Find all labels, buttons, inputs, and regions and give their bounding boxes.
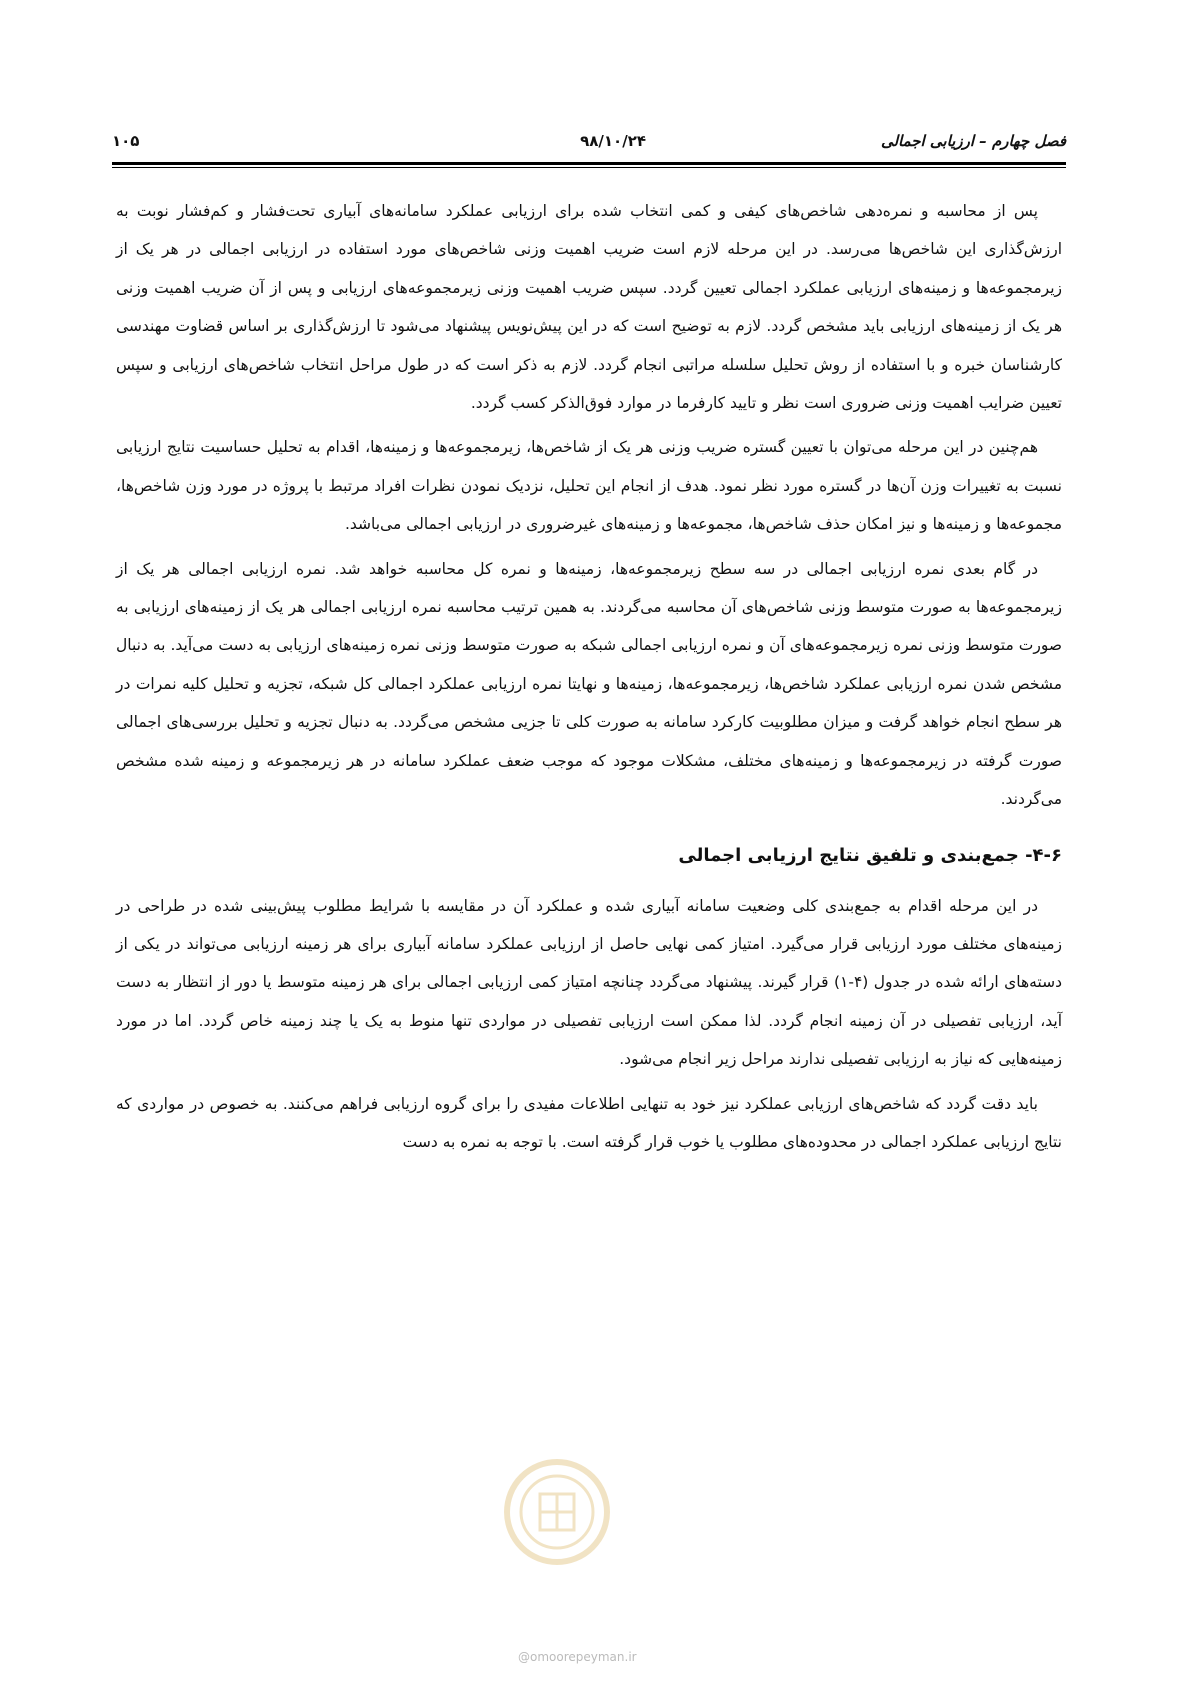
watermark-seal-icon: [502, 1442, 612, 1582]
header-rule-thin: [112, 167, 1066, 168]
chapter-title: فصل چهارم – ارزیابی اجمالی: [880, 132, 1066, 150]
header-rule-thick: [112, 162, 1066, 165]
header-date: ۹۸/۱۰/۲۴: [580, 132, 646, 150]
paragraph: در این مرحله اقدام به جمع‌بندی کلی وضعیت سامانه آبیاری شده و عملکرد آن در مقایسه با شرایط مطلوب پیش‌بینی شده در طراحی در زمینه‌های مختلف مورد ارزیابی قرار می‌گیرد. امتیاز کمی نهایی حاصل از ارزیابی عملکرد سامانه آبیاری برای هر زمینه ارزیابی می‌تواند در یکی از دسته‌های ارائه شده در جدول (۴-۱) قرار گیرند. پیشنهاد می‌گردد چنانچه امتیاز کمی ارزیابی اجمالی برای هر زمینه متوسط یا دور از انتظار به دست آید، ارزیابی تفصیلی در آن زمینه انجام گردد. لذا ممکن است ارزیابی تفصیلی در مواردی تنها منوط به یک یا چند زمینه خاص گردد. اما در مورد زمینه‌هایی که نیاز به ارزیابی تفصیلی ندارند مراحل زیر انجام می‌شود.: [116, 896, 1062, 1069]
paragraph: هم‌چنین در این مرحله می‌توان با تعیین گستره ضریب وزنی هر یک از شاخص‌ها، زیرمجموعه‌ها و زمینه‌ها، اقدام به تحلیل حساسیت نتایج ارزیابی نسبت به تغییرات وزن آن‌ها در گستره مورد نظر نمود. هدف از انجام این تحلیل، نزدیک نمودن نظرات افراد مرتبط با پروژه در مورد وزن شاخص‌ها، مجموعه‌ها و زمینه‌ها و نیز امکان حذف شاخص‌ها، مجموعه‌ها و زمینه‌های غیرضروری در ارزیابی اجمالی می‌باشد.: [116, 438, 1062, 534]
watermark-site: @omoorepeyman.ir: [518, 1650, 637, 1664]
section-heading: ۴-۶- جمع‌بندی و تلفیق نتایج ارزیابی اجمالی: [678, 844, 1062, 866]
paragraph: پس از محاسبه و نمره‌دهی شاخص‌های کیفی و کمی انتخاب شده برای ارزیابی عملکرد سامانه‌های آبیاری تحت‌فشار و کم‌فشار نوبت به ارزش‌گذاری این شاخص‌ها می‌رسد. در این مرحله لازم است ضریب اهمیت وزنی شاخص‌های مورد استفاده در ارزیابی اجمالی در هر یک از زیرمجموعه‌ها و زمینه‌های ارزیابی عملکرد اجمالی تعیین گردد. سپس ضریب اهمیت وزنی زیرمجموعه‌های ارزیابی و پس از آن ضریب اهمیت وزنی هر یک از زمینه‌های ارزیابی باید مشخص گردد. لازم به توضیح است که در این پیش‌نویس پیشنهاد می‌شود تا ارزش‌گذاری بر اساس قضاوت مهندسی کارشناسان خبره و با استفاده از روش تحلیل سلسله مراتبی انجام گردد. لازم به ذکر است که در طول مراحل انتخاب شاخص‌های ارزیابی و سپس تعیین ضرایب اهمیت وزنی ضروری است نظر و تایید کارفرما در موارد فوق‌الذکر کسب گردد.: [116, 202, 1062, 413]
page-number: ۱۰۵: [112, 132, 140, 150]
page-header: [112, 128, 1066, 162]
paragraph: در گام بعدی نمره ارزیابی اجمالی در سه سطح زیرمجموعه‌ها، زمینه‌ها و نمره کل محاسبه خواهد شد. نمره ارزیابی اجمالی هر یک از زیرمجموعه‌ها به صورت متوسط وزنی شاخص‌های آن محاسبه می‌گردند. به همین ترتیب محاسبه نمره ارزیابی اجمالی هر یک از زمینه‌های ارزیابی به صورت متوسط وزنی نمره زیرمجموعه‌های آن و نمره ارزیابی اجمالی شبکه به صورت متوسط وزنی نمره زمینه‌های ارزیابی به دست می‌آید. به دنبال مشخص شدن نمره ارزیابی عملکرد شاخص‌ها، زیرمجموعه‌ها، زمینه‌ها و نهایتا نمره ارزیابی عملکرد اجمالی کل شبکه، تجزیه و تحلیل کلیه نمرات در هر سطح انجام خواهد گرفت و میزان مطلوبیت کارکرد سامانه به صورت کلی تا جزیی مشخص می‌گردد. به دنبال تجزیه و تحلیل بررسی‌های اجمالی صورت گرفته در زیرمجموعه‌ها و زمینه‌های مختلف، مشکلات موجود که موجب ضعف عملکرد سامانه در هر زیرمجموعه و زمینه شده مشخص می‌گردند.: [116, 559, 1062, 809]
document-body: [116, 192, 1062, 1167]
paragraph: باید دقت گردد که شاخص‌های ارزیابی عملکرد نیز خود به تنهایی اطلاعات مفیدی را برای گروه ارزیابی فراهم می‌کنند. به خصوص در مواردی که نتایج ارزیابی عملکرد اجمالی در محدوده‌های مطلوب یا خوب قرار گرفته است. با توجه به نمره به دست: [116, 1094, 1062, 1151]
